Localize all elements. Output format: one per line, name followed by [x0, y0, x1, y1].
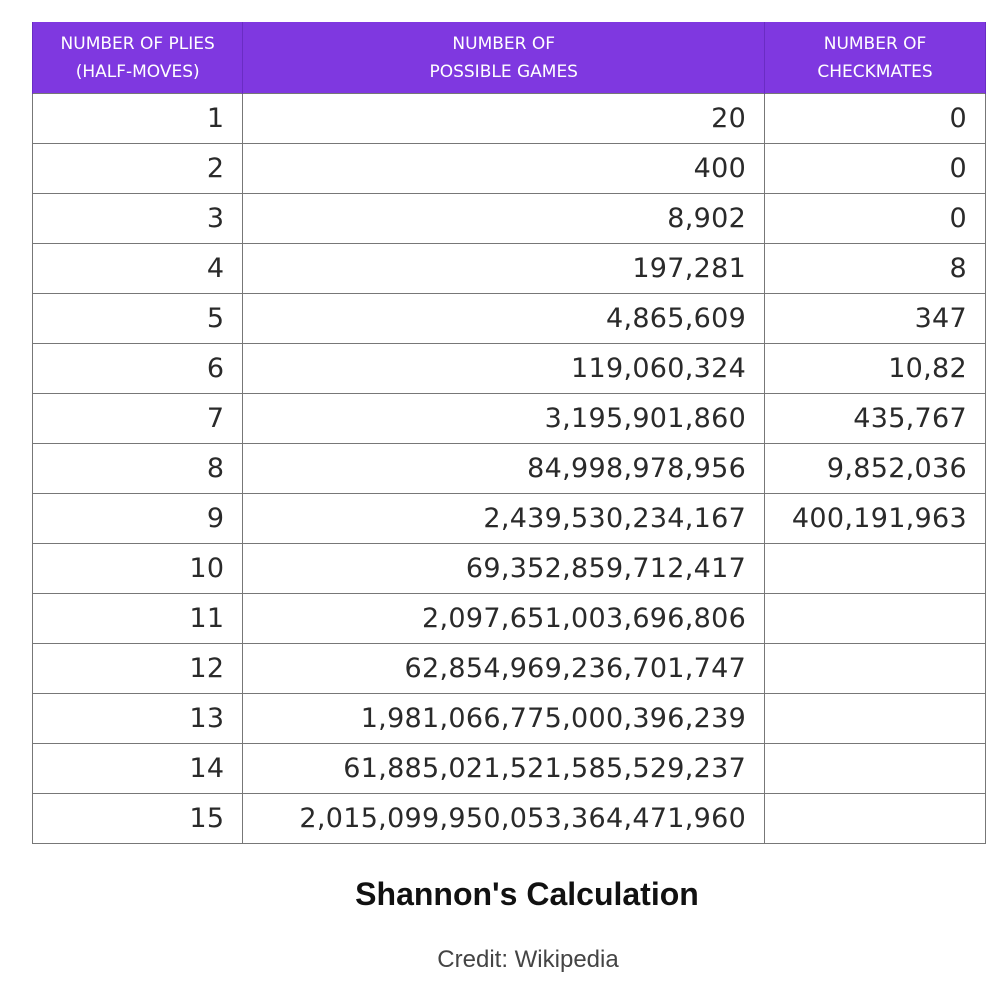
table-row — [33, 394, 986, 444]
possible-games-cell: 4,865,609 — [243, 294, 765, 344]
table-row — [33, 244, 986, 294]
possible-games-cell: 8,902 — [243, 194, 765, 244]
table-row — [33, 144, 986, 194]
table-row — [33, 444, 986, 494]
checkmates-cell — [765, 644, 986, 694]
table-row — [33, 644, 986, 694]
table-row — [33, 594, 986, 644]
plies-cell: 8 — [33, 444, 243, 494]
plies-cell: 15 — [33, 794, 243, 844]
caption-credit: Credit: Wikipedia — [437, 946, 619, 973]
checkmates-cell: 435,767 — [765, 394, 986, 444]
plies-cell: 9 — [33, 494, 243, 544]
table-row — [33, 744, 986, 794]
possible-games-cell: 3,195,901,860 — [243, 394, 765, 444]
plies-cell: 10 — [33, 544, 243, 594]
checkmates-cell: 347 — [765, 294, 986, 344]
plies-cell: 3 — [33, 194, 243, 244]
possible-games-cell: 62,854,969,236,701,747 — [243, 644, 765, 694]
plies-cell: 13 — [33, 694, 243, 744]
table-row — [33, 294, 986, 344]
checkmates-cell — [765, 544, 986, 594]
possible-games-cell: 119,060,324 — [243, 344, 765, 394]
table-row — [33, 344, 986, 394]
table-row — [33, 544, 986, 594]
possible-games-cell: 61,885,021,521,585,529,237 — [243, 744, 765, 794]
plies-cell: 6 — [33, 344, 243, 394]
checkmates-cell: 400,191,963 — [765, 494, 986, 544]
checkmates-cell: 8 — [765, 244, 986, 294]
possible-games-cell: 69,352,859,712,417 — [243, 544, 765, 594]
possible-games-cell: 20 — [243, 94, 765, 144]
table-row — [33, 794, 986, 844]
checkmates-cell — [765, 694, 986, 744]
checkmates-cell — [765, 744, 986, 794]
plies-cell: 11 — [33, 594, 243, 644]
possible-games-cell: 84,998,978,956 — [243, 444, 765, 494]
plies-cell: 4 — [33, 244, 243, 294]
plies-cell: 7 — [33, 394, 243, 444]
plies-cell: 14 — [33, 744, 243, 794]
possible-games-cell: 2,439,530,234,167 — [243, 494, 765, 544]
plies-cell: 1 — [33, 94, 243, 144]
header-checkmates: NUMBER OF CHECKMATES — [765, 22, 986, 94]
checkmates-cell: 10,82 — [765, 344, 986, 394]
checkmates-cell — [765, 794, 986, 844]
table-row — [33, 94, 986, 144]
table-row — [33, 694, 986, 744]
checkmates-cell: 0 — [765, 144, 986, 194]
plies-cell: 5 — [33, 294, 243, 344]
caption-title: Shannon's Calculation — [355, 876, 699, 912]
checkmates-cell: 0 — [765, 194, 986, 244]
checkmates-cell: 9,852,036 — [765, 444, 986, 494]
possible-games-cell: 2,097,651,003,696,806 — [243, 594, 765, 644]
checkmates-cell: 0 — [765, 94, 986, 144]
header-row — [33, 22, 986, 94]
possible-games-cell: 1,981,066,775,000,396,239 — [243, 694, 765, 744]
possible-games-cell: 400 — [243, 144, 765, 194]
table-row — [33, 194, 986, 244]
header-plies: NUMBER OF PLIES (HALF-MOVES) — [33, 22, 243, 94]
table-row — [33, 494, 986, 544]
checkmates-cell — [765, 594, 986, 644]
shannon-table — [32, 22, 986, 844]
possible-games-cell: 197,281 — [243, 244, 765, 294]
possible-games-cell: 2,015,099,950,053,364,471,960 — [243, 794, 765, 844]
plies-cell: 12 — [33, 644, 243, 694]
plies-cell: 2 — [33, 144, 243, 194]
header-possible-games: NUMBER OF POSSIBLE GAMES — [243, 22, 765, 94]
